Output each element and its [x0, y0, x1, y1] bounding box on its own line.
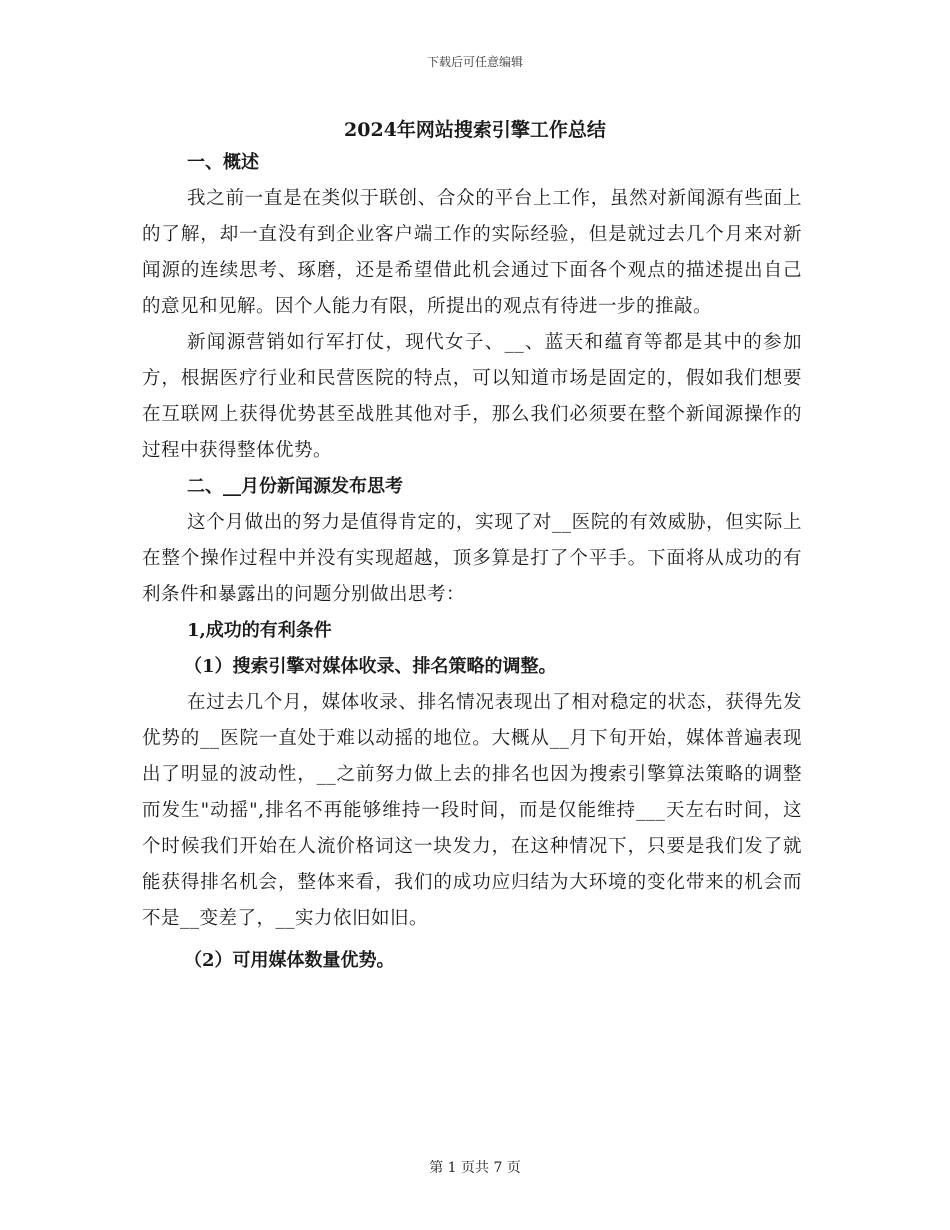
section-heading-monthly: 二、__月份新闻源发布思考	[187, 476, 403, 497]
paragraph-1: 我之前一直是在类似于联创、合众的平台上工作，虽然对新闻源有些面上的了解，却一直没有到企业客户端工作的实际经验，但是就过去几个月来对新闻源的连续思考、琢磨，还是希望借此机会通过下面各个观点的描述提出自己的意见和见解。因个人能力有限，所提出的观点有待进一步的推敲。	[142, 188, 802, 317]
paragraph-4: 在过去几个月，媒体收录、排名情况表现出了相对稳定的状态，获得先发优势的__医院一直处于难以动摇的地位。大概从__月下旬开始，媒体普遍表现出了明显的波动性，__之前努力做上去的排名也因为搜索引擎算法策略的调整而发生"动摇",排名不再能够维持一段时间，而是仅能维持___天左右时间，这个时候我们开始在人流价格词这一块发力，在这种情况下，只要是我们发了就能获得排名机会，整体来看，我们的成功应归结为大环境的变化带来的机会而不是__变差了，__实力依旧如旧。	[142, 692, 802, 929]
item-heading-media-count: （2）可用媒体数量优势。	[184, 950, 395, 971]
paragraph-2: 新闻源营销如行军打仗，现代女子、__、蓝天和蕴育等都是其中的参加方，根据医疗行业和民营医院的特点，可以知道市场是固定的，假如我们想要在互联网上获得优势甚至战胜其他对手，那么我们必须要在整个新闻源操作的过程中获得整体优势。	[142, 332, 802, 461]
page-header-note: 下载后可任意编辑	[426, 55, 523, 69]
page-footer-number: 第 1 页共 7 页	[429, 1160, 521, 1176]
subsection-heading-advantages: 1,成功的有利条件	[187, 620, 332, 641]
document-body	[142, 145, 802, 979]
section-heading-overview: 一、概述	[187, 152, 259, 173]
paragraph-3: 这个月做出的努力是值得肯定的，实现了对__医院的有效威胁，但实际上在整个操作过程中并没有实现超越，顶多算是打了个平手。下面将从成功的有利条件和暴露出的问题分别做出思考：	[142, 512, 802, 605]
document-title: 2024年网站搜索引擎工作总结	[344, 119, 606, 141]
item-heading-search-engine: （1）搜索引擎对媒体收录、排名策略的调整。	[184, 656, 557, 677]
